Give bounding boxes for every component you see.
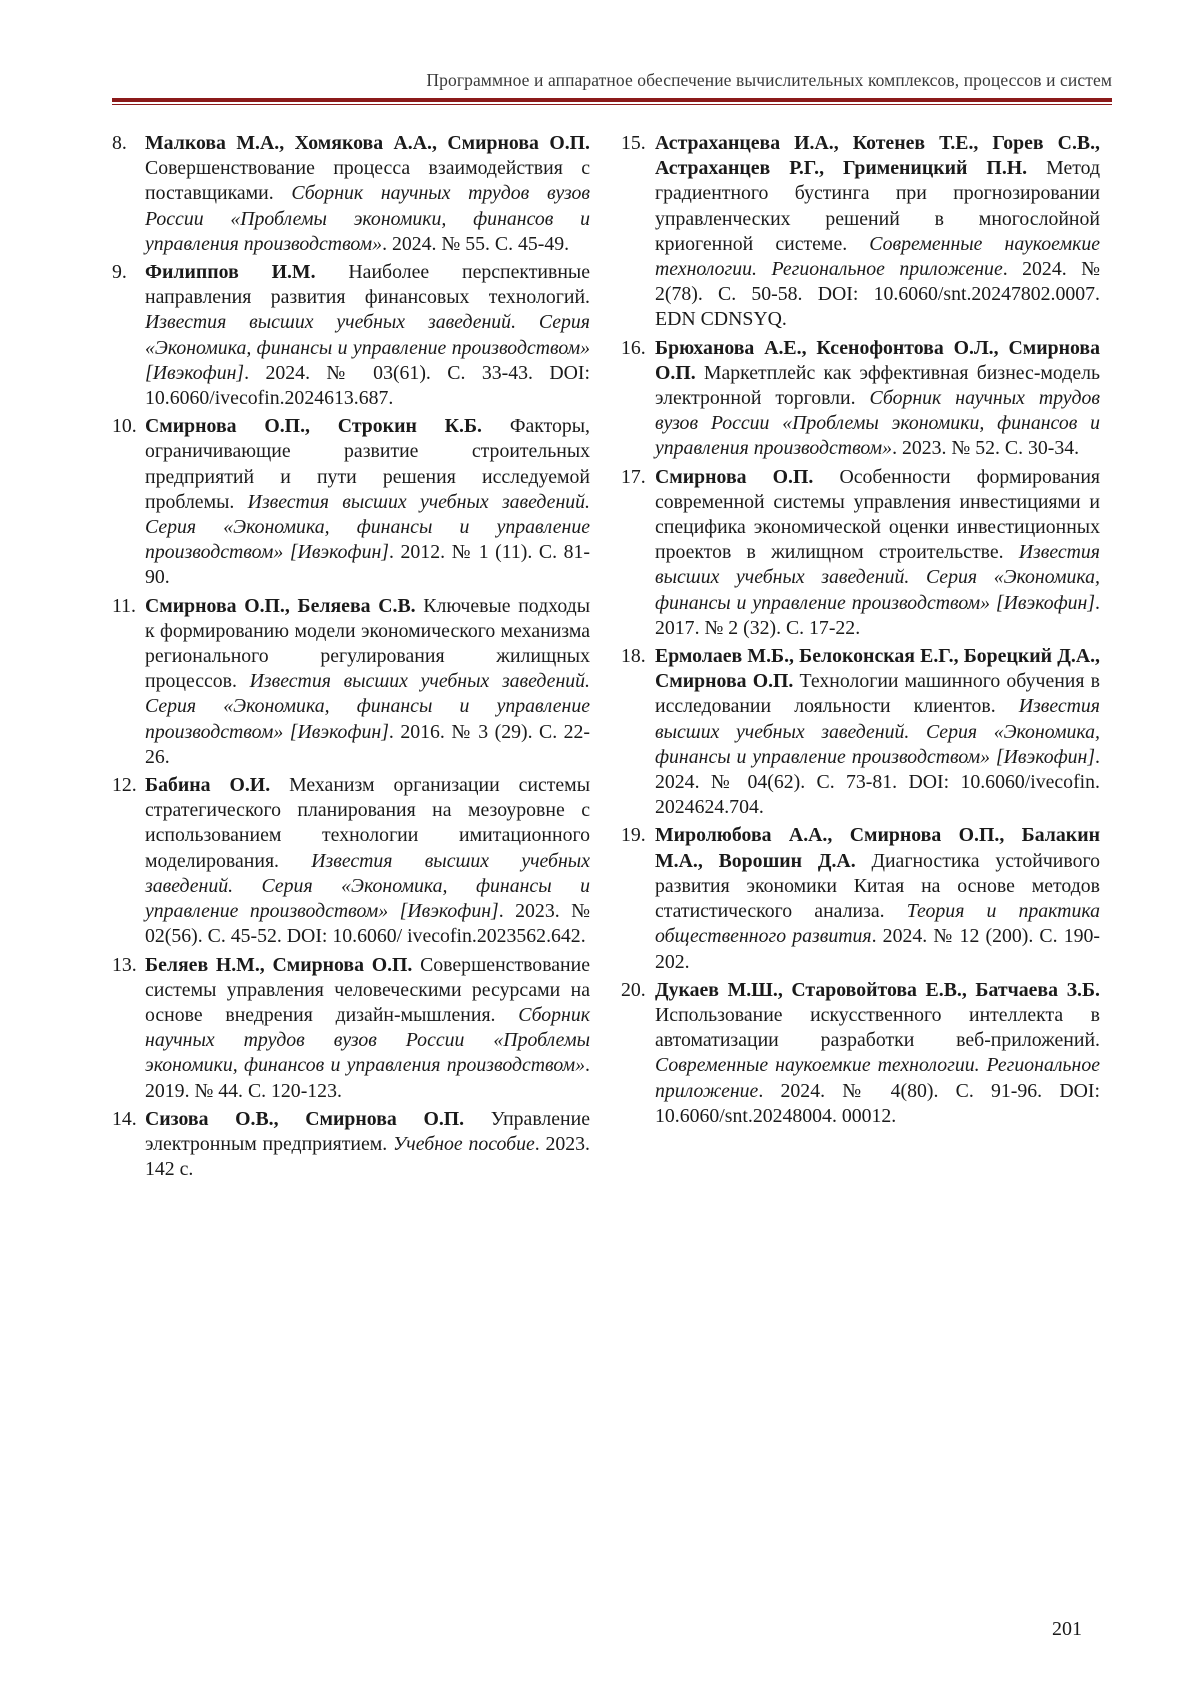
reference-number: 16. xyxy=(621,336,646,359)
reference-item xyxy=(622,644,1100,820)
reference-authors: Филиппов И.М. xyxy=(145,261,316,284)
reference-list-right xyxy=(622,131,1100,1129)
reference-source: Сборник научных трудов вузов России «Проблемы экономики, финансов и управления производством» xyxy=(145,1003,590,1077)
reference-title: Совершенствование системы управления человеческими ресурсами на основе внедрения дизайн-мышления. xyxy=(145,953,591,1026)
reference-number: 14. xyxy=(112,1107,137,1130)
reference-source: Современные наукоемкие технологии. Региональное приложение xyxy=(655,1054,1100,1102)
reference-number: 12. xyxy=(112,774,137,797)
reference-item xyxy=(622,131,1100,333)
reference-source: Известия высших учебных заведений. Серия «Экономика, финансы и управление производством» [Ивэкофин] xyxy=(145,311,590,384)
reference-number: 13. xyxy=(112,953,137,976)
reference-details: . 2023. 142 с. xyxy=(145,1132,590,1181)
reference-details: . 2019. № 44. С. 120-123. xyxy=(145,1054,590,1102)
reference-list-left xyxy=(112,131,590,1182)
reference-authors: Малкова М.А., Хомякова А.А., Смирнова О.П. xyxy=(145,132,590,154)
reference-details: . 2024. № 12 (200). С. 190-202. xyxy=(655,925,1100,973)
reference-number: 18. xyxy=(621,645,646,668)
reference-details: . 2012. № 1 (11). С. 81-90. xyxy=(145,541,590,589)
reference-details: . 2024. № 2(78). С. 50-58. DOI: 10.6060/snt.20247802.0007. EDN CDNSYQ. xyxy=(655,258,1100,331)
reference-details: . 2016. № 3 (29). С. 22-26. xyxy=(145,720,590,768)
reference-item xyxy=(622,823,1100,974)
reference-source: Сборник научных трудов вузов России «Проблемы экономики, финансов и управления производством» xyxy=(655,387,1101,460)
reference-title: Факторы, ограничивающие развитие строительных предприятий и пути решения исследуемой проблемы. xyxy=(145,415,590,513)
reference-item xyxy=(112,953,590,1104)
reference-source: Учебное пособие xyxy=(393,1132,535,1155)
reference-source: Современные наукоемкие технологии. Региональное приложение xyxy=(655,232,1100,281)
reference-source: Известия высших учебных заведений. Серия «Экономика, финансы и управление производством» [Ивэкофин] xyxy=(145,490,590,564)
reference-title: Совершенствование процесса взаимодействия с поставщиками. xyxy=(145,157,590,205)
reference-number: 10. xyxy=(112,415,137,438)
reference-details: . 2017. № 2 (32). С. 17-22. xyxy=(655,591,1100,639)
references-column-right xyxy=(622,131,1100,1132)
reference-title: Маркетплейс как эффективная бизнес-модель электронной торговли. xyxy=(655,361,1100,410)
reference-number: 19. xyxy=(621,824,646,847)
reference-title: Использование искусственного интеллекта в автоматизации разработки веб-приложений. xyxy=(655,1003,1100,1052)
reference-authors: Дукаев М.Ш., Старовойтова Е.В., Батчаева З.Б. xyxy=(655,978,1100,1001)
reference-item xyxy=(622,336,1100,462)
reference-authors: Брюханова А.Е., Ксенофонтова О.Л., Смирнова О.П. xyxy=(655,336,1100,384)
reference-number: 8. xyxy=(112,132,127,154)
reference-title: Технологии машинного обучения в исследовании лояльности клиентов. xyxy=(655,670,1100,718)
reference-number: 20. xyxy=(621,978,646,1001)
references-column-left xyxy=(112,131,590,1185)
reference-details: . 2024. № 4(80). С. 91-96. DOI: 10.6060/snt.20248004. 00012. xyxy=(655,1079,1100,1127)
reference-item xyxy=(112,773,590,949)
reference-details: . 2024. № 55. С. 45-49. xyxy=(382,232,570,255)
reference-details: . 2023. № 52. С. 30-34. xyxy=(892,437,1080,460)
reference-details: . 2023. № 02(56). С. 45-52. DOI: 10.6060/ ivecofin.2023562.642. xyxy=(145,900,590,948)
reference-number: 11. xyxy=(112,594,136,617)
reference-title: Механизм организации системы стратегического планирования на мезоуровне с использованием технологии имитационного моделирования. xyxy=(145,774,590,872)
reference-details: . 2024. № 04(62). С. 73-81. DOI: 10.6060/ivecofin. 2024624.704. xyxy=(655,745,1100,819)
running-header: Программное и аппаратное обеспечение вычислительных комплексов, процессов и систем xyxy=(426,70,1112,90)
reference-source: Известия высших учебных заведений. Серия «Экономика, финансы и управление производством» [Ивэкофин] xyxy=(655,541,1100,614)
reference-details: . 2024. № 03(61). С. 33-43. DOI: 10.6060/ivecofin.2024613.687. xyxy=(145,361,590,410)
reference-authors: Миролюбова А.А., Смирнова О.П., Балакин М.А., Ворошин Д.А. xyxy=(655,824,1100,872)
reference-source: Известия высших учебных заведений. Серия «Экономика, финансы и управление производством» [Ивэкофин] xyxy=(655,695,1100,768)
reference-authors: Сизова О.В., Смирнова О.П. xyxy=(145,1107,465,1130)
reference-item xyxy=(112,594,590,770)
reference-authors: Смирнова О.П., Строкин К.Б. xyxy=(145,415,482,438)
reference-source: Теория и практика общественного развития xyxy=(655,900,1100,948)
page-number: 201 xyxy=(1052,1618,1082,1640)
reference-item xyxy=(112,414,590,590)
reference-authors: Бабина О.И. xyxy=(145,774,271,797)
reference-number: 17. xyxy=(621,465,646,488)
reference-authors: Астраханцева И.А., Котенев Т.Е., Горев С.В., Астраханцев Р.Г., Грименицкий П.Н. xyxy=(655,132,1100,180)
reference-item xyxy=(112,1107,590,1183)
reference-title: Диагностика устойчивого развития экономики Китая на основе методов статистического анализа. xyxy=(655,849,1100,923)
reference-title: Управление электронным предприятием. xyxy=(145,1107,591,1155)
reference-authors: Ермолаев М.Б., Белоконская Е.Г., Борецкий Д.А., Смирнова О.П. xyxy=(655,645,1100,693)
reference-number: 15. xyxy=(621,132,646,154)
reference-title: Особенности формирования современной системы управления инвестициями и специфика экономической оценки инвестиционных проектов в жилищном строительстве. xyxy=(655,465,1101,564)
reference-item xyxy=(112,131,590,257)
reference-number: 9. xyxy=(112,261,127,284)
header-rule-thin xyxy=(112,104,1112,105)
reference-authors: Беляев Н.М., Смирнова О.П. xyxy=(145,953,413,976)
reference-item xyxy=(112,260,590,411)
reference-title: Метод градиентного бустинга при прогнозировании управленческих решений в многослойной криогенной системе. xyxy=(655,157,1101,255)
reference-item xyxy=(622,465,1100,641)
reference-source: Известия высших учебных заведений. Серия «Экономика, финансы и управление производством» [Ивэкофин] xyxy=(145,849,590,923)
reference-source: Известия высших учебных заведений. Серия «Экономика, финансы и управление производством» [Ивэкофин] xyxy=(145,670,590,743)
reference-source: Сборник научных трудов вузов России «Проблемы экономики, финансов и управления производством» xyxy=(145,182,590,255)
reference-title: Наиболее перспективные направления развития финансовых технологий. xyxy=(145,261,590,309)
reference-authors: Смирнова О.П., Беляева С.В. xyxy=(145,594,416,617)
reference-authors: Смирнова О.П. xyxy=(655,465,814,488)
reference-item xyxy=(622,978,1100,1129)
header-rule xyxy=(112,98,1112,102)
reference-title: Ключевые подходы к формированию модели экономического механизма регионального регулирования жилищных процессов. xyxy=(145,594,590,693)
